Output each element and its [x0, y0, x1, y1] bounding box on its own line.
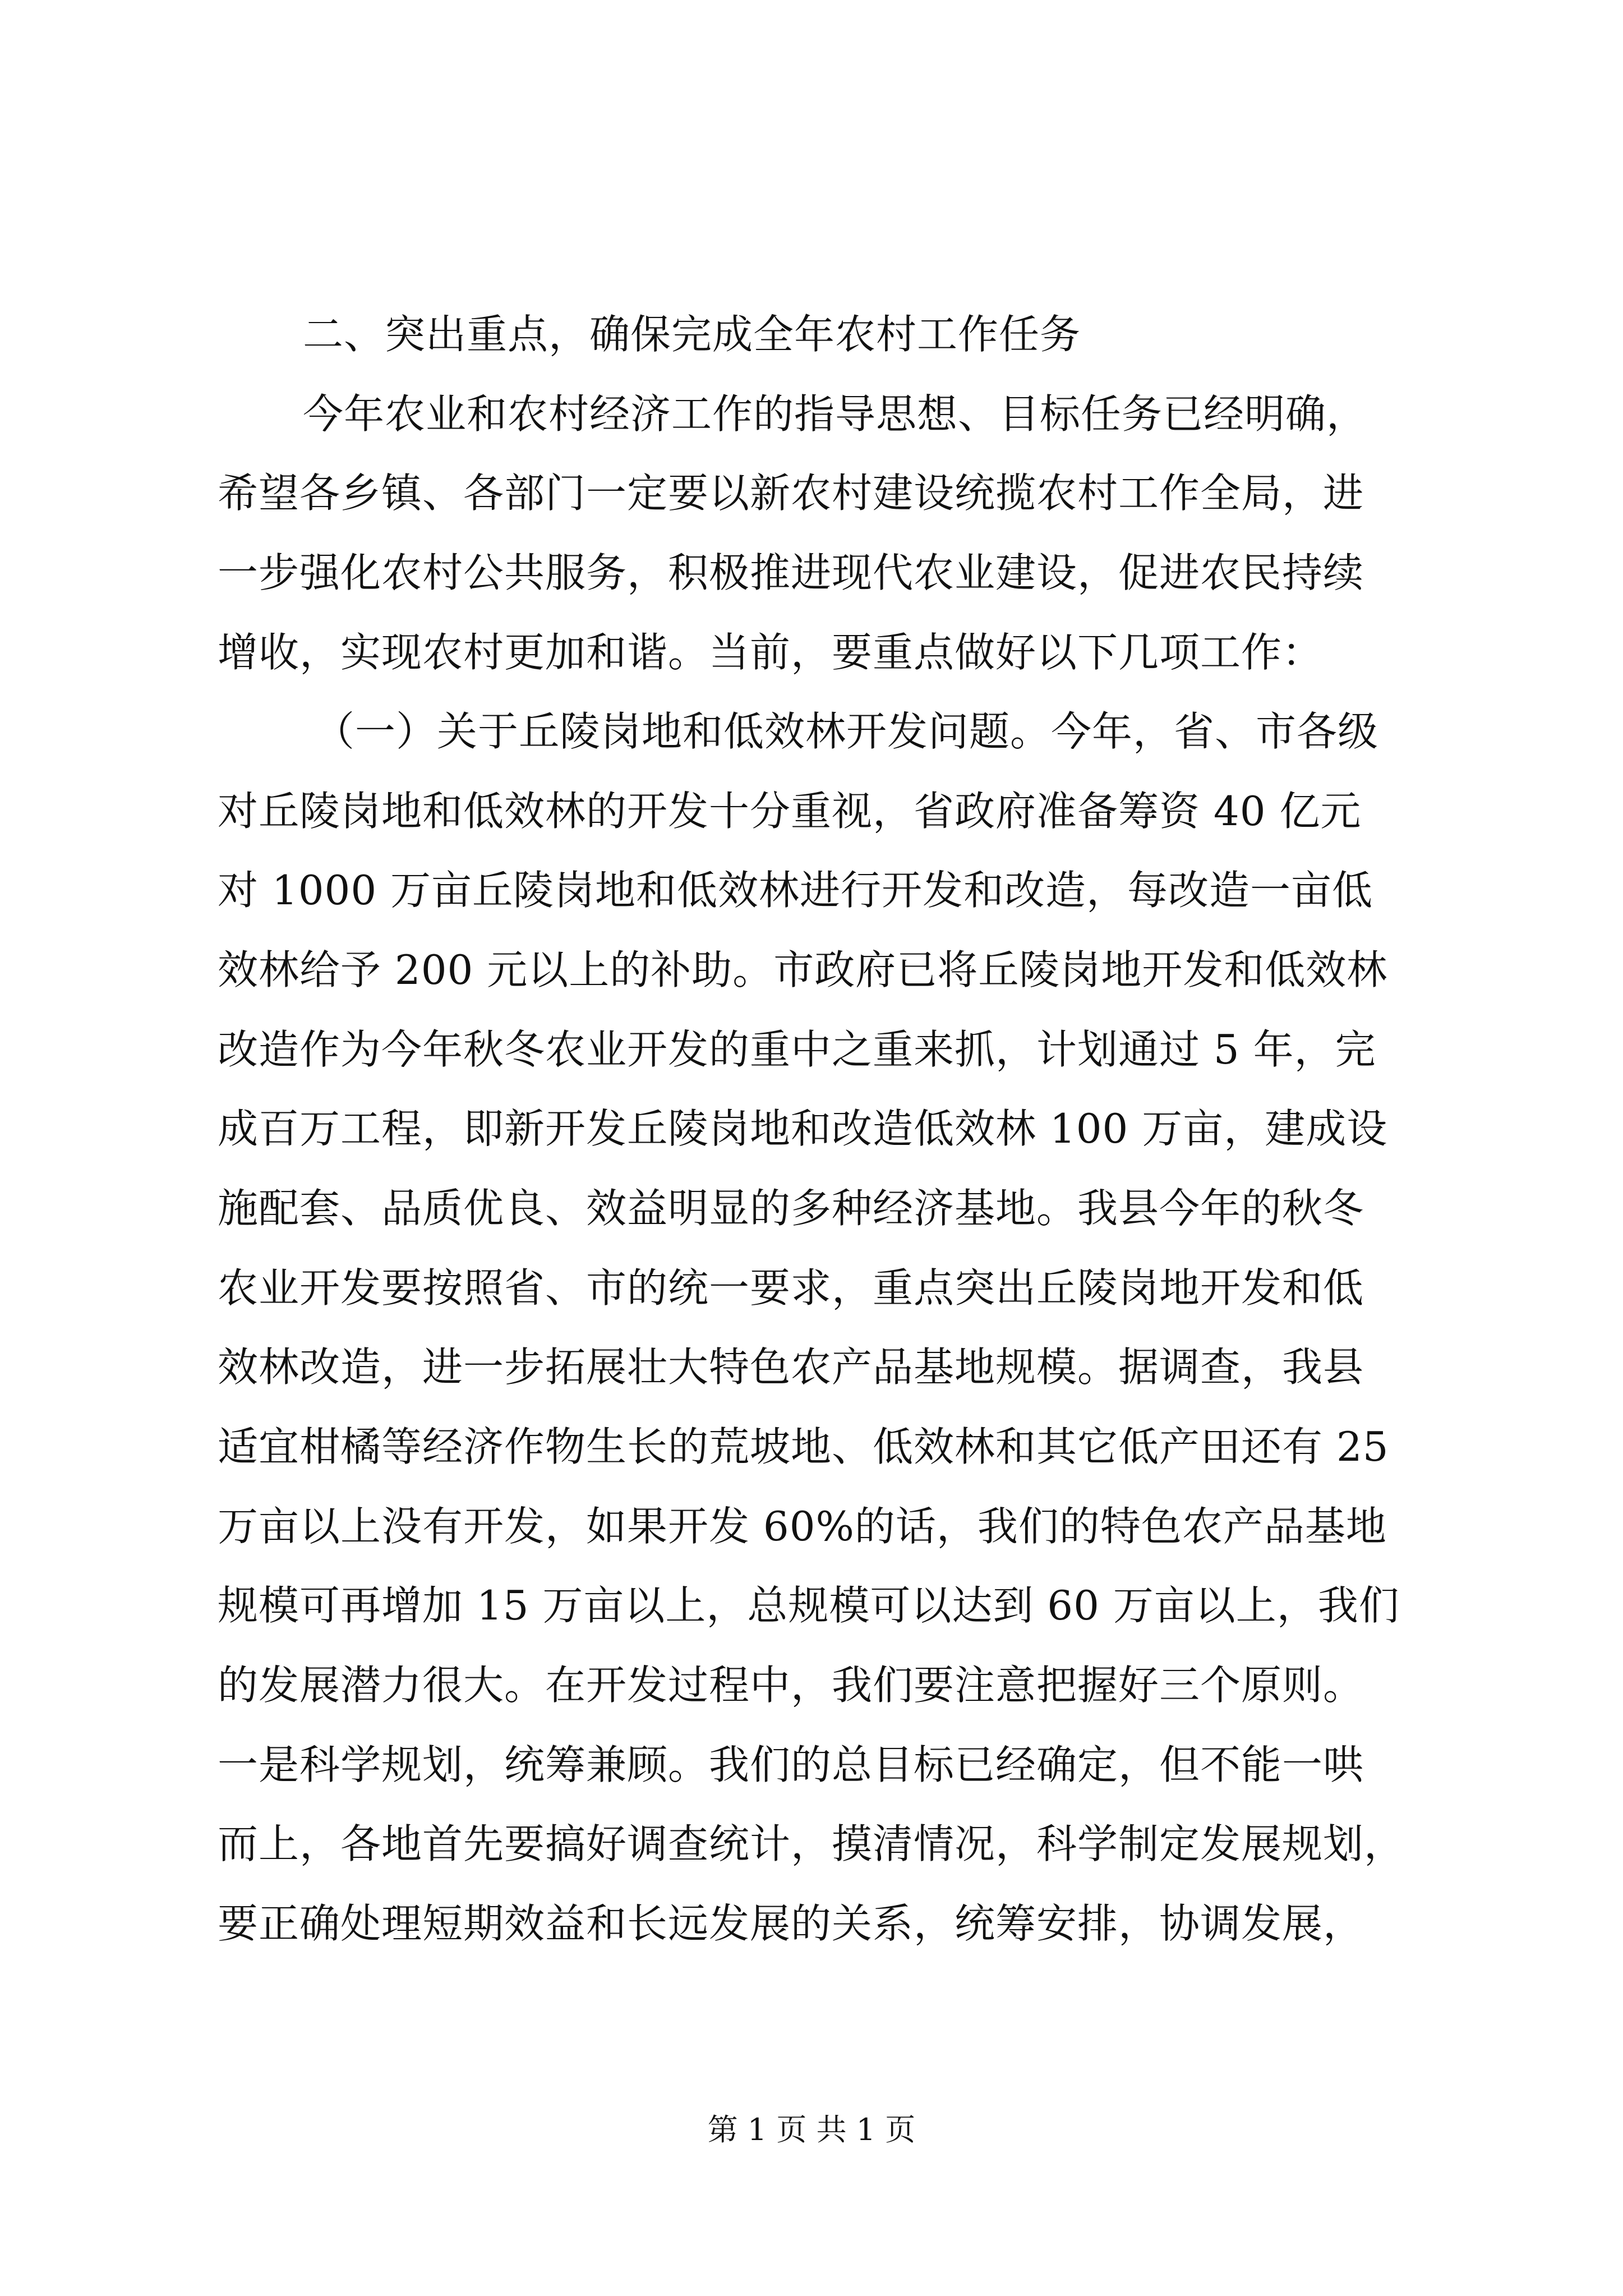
paragraph-line: 适宜柑橘等经济作物生长的荒坡地、低效林和其它低产田还有 25 [218, 1423, 1389, 1470]
paragraph-line: 一步强化农村公共服务，积极推进现代农业建设，促进农民持续 [218, 549, 1364, 596]
paragraph-line: 增收，实现农村更加和谐。当前，要重点做好以下几项工作： [218, 629, 1324, 676]
paragraph-line: （一）关于丘陵岗地和低效林开发问题。今年，省、市各级 [314, 708, 1379, 755]
paragraph-line: 对 1000 万亩丘陵岗地和低效林进行开发和改造，每改造一亩低 [218, 867, 1373, 914]
paragraph-line: 希望各乡镇、各部门一定要以新农村建设统揽农村工作全局，进 [218, 470, 1364, 517]
paragraph-line: 农业开发要按照省、市的统一要求，重点突出丘陵岗地开发和低 [218, 1264, 1364, 1312]
paragraph-line: 要正确处理短期效益和长远发展的关系，统筹安排，协调发展， [218, 1900, 1364, 1947]
paragraph-line: 施配套、品质优良、效益明显的多种经济基地。我县今年的秋冬 [218, 1185, 1364, 1232]
paragraph-line: 效林给予 200 元以上的补助。市政府已将丘陵岗地开发和低效林 [218, 946, 1388, 993]
paragraph-line: 对丘陵岗地和低效林的开发十分重视，省政府准备筹资 40 亿元 [218, 788, 1362, 835]
page-number-footer: 第 1 页 共 1 页 [707, 2112, 916, 2147]
paragraph-line: 一是科学规划，统筹兼顾。我们的总目标已经确定，但不能一哄 [218, 1741, 1364, 1788]
paragraph-line: 规模可再增加 15 万亩以上，总规模可以达到 60 万亩以上，我们 [218, 1582, 1400, 1629]
paragraph-line: 而上，各地首先要搞好调查统计，摸清情况，科学制定发展规划， [218, 1820, 1405, 1867]
section-heading: 二、突出重点，确保完成全年农村工作任务 [303, 311, 1081, 358]
paragraph-line: 今年农业和农村经济工作的指导思想、目标任务已经明确， [303, 390, 1368, 438]
paragraph-line: 成百万工程，即新开发丘陵岗地和改造低效林 100 万亩，建成设 [218, 1105, 1388, 1152]
paragraph-line: 的发展潜力很大。在开发过程中，我们要注意把握好三个原则。 [218, 1662, 1364, 1709]
paragraph-line: 万亩以上没有开发，如果开发 60%的话，我们的特色农产品基地 [218, 1503, 1387, 1550]
paragraph-line: 改造作为今年秋冬农业开发的重中之重来抓，计划通过 5 年，完 [218, 1026, 1376, 1073]
paragraph-line: 效林改造，进一步拓展壮大特色农产品基地规模。据调查，我县 [218, 1343, 1364, 1391]
